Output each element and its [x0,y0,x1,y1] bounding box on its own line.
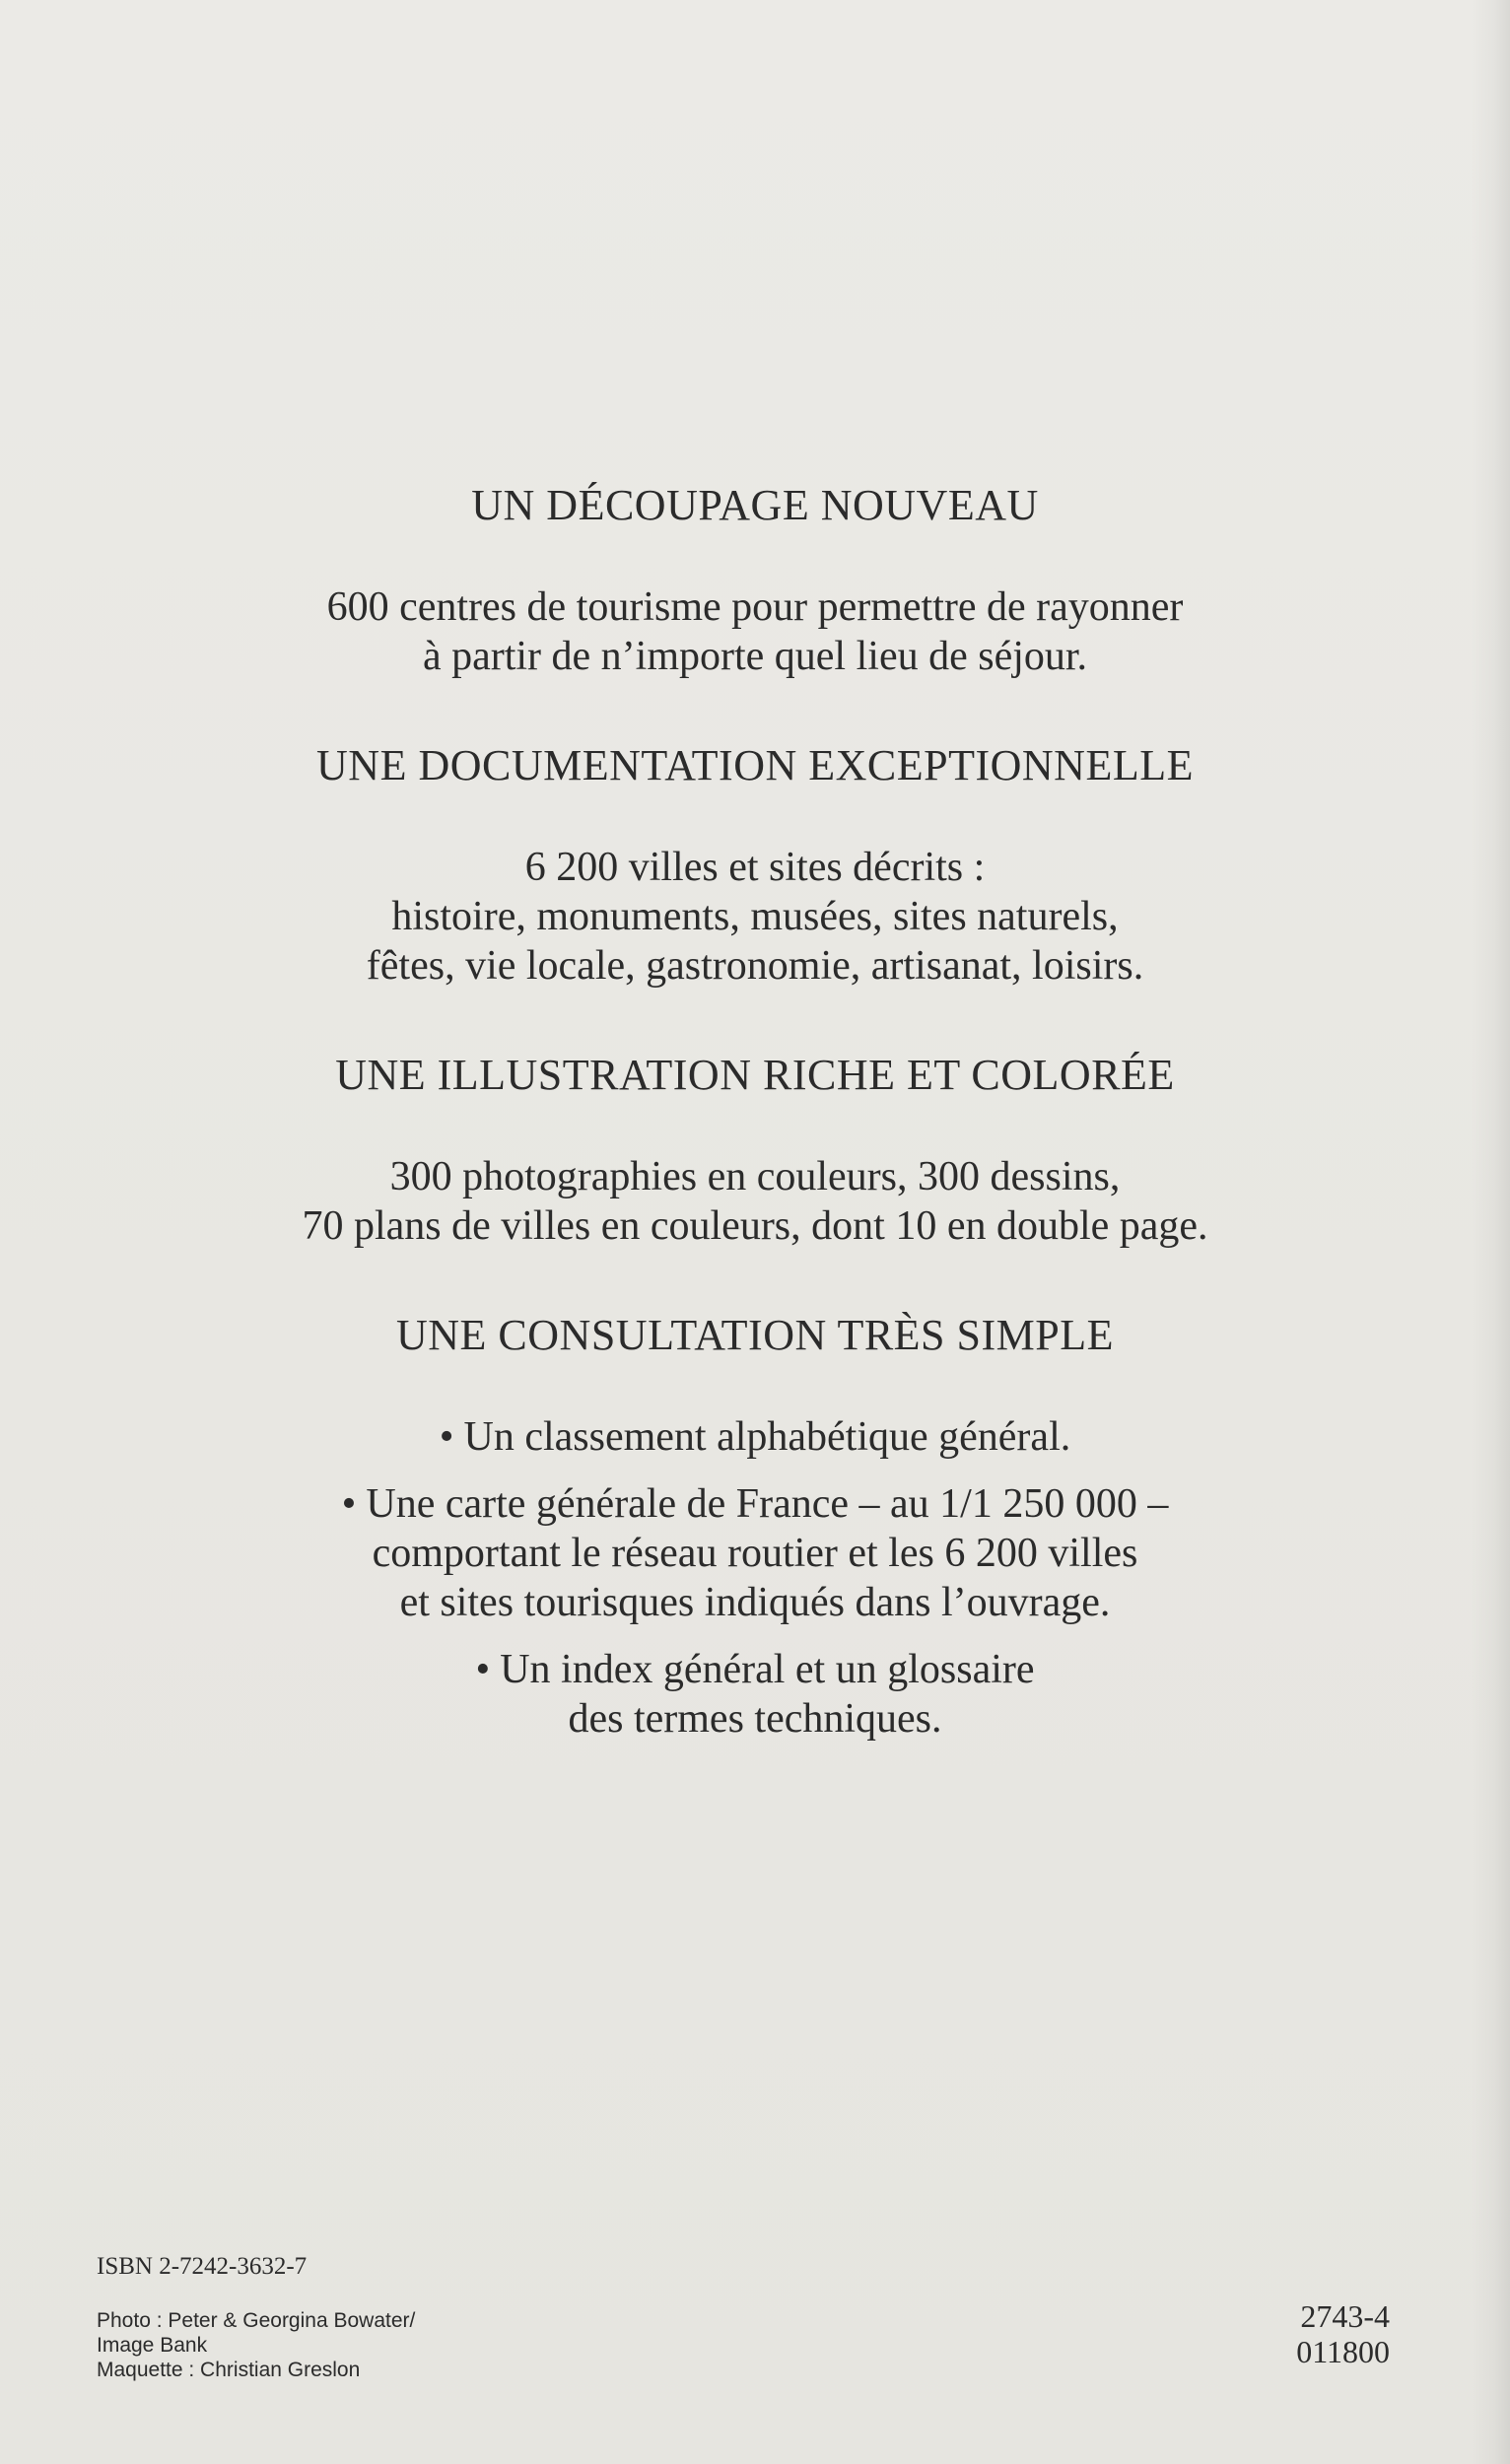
section-heading-decoupage: UN DÉCOUPAGE NOUVEAU [471,481,1039,529]
photo-credits [97,2308,415,2382]
credit-line: Image Bank [97,2334,208,2357]
bullet-item [118,1479,1392,1529]
section-text-line: 6 200 villes et sites décrits : [524,845,986,890]
bullet-text-line: Un index général et un glossaire [500,1647,1035,1692]
section-heading-consultation: UNE CONSULTATION TRÈS SIMPLE [396,1311,1114,1359]
catalog-code-line: 2743-4 [1300,2298,1390,2334]
section-text-line: 600 centres de tourisme pour permettre de rayonner [326,584,1184,630]
bullet-icon: • [475,1647,491,1692]
credit-line: Maquette : Christian Greslon [97,2359,361,2381]
section-heading-illustration: UNE ILLUSTRATION RICHE ET COLORÉE [335,1051,1175,1099]
bullet-text-line: et sites tourisques indiqués dans l’ouvrage. [399,1580,1111,1625]
catalog-codes [1296,2298,1390,2369]
catalog-code-line: 011800 [1296,2334,1390,2369]
section-heading-documentation: UNE DOCUMENTATION EXCEPTIONNELLE [316,741,1194,789]
isbn-number: ISBN 2-7242-3632-7 [97,2253,308,2280]
bullet-icon: • [439,1414,454,1460]
credit-line: Photo : Peter & Georgina Bowater/ [97,2309,416,2332]
bullet-item [118,1412,1392,1462]
section-text-line: 300 photographies en couleurs, 300 dessins, [389,1154,1121,1199]
section-text-line: fêtes, vie locale, gastronomie, artisanat, loisirs. [366,943,1144,989]
bullet-icon: • [341,1481,357,1527]
section-text-line: 70 plans de villes en couleurs, dont 10 en double page. [302,1203,1208,1249]
bullet-text-line: Un classement alphabétique général. [463,1414,1071,1460]
section-text-line: histoire, monuments, musées, sites naturels, [391,894,1119,939]
bullet-text-line: Une carte générale de France – au 1/1 250 000 – [366,1481,1169,1527]
cover-blurb [118,478,1392,1744]
bullet-text-line: comportant le réseau routier et les 6 200 villes [372,1531,1138,1576]
bullet-text-line: des termes techniques. [568,1696,942,1742]
cover-edge-shadow [1471,0,1510,2464]
bullet-item [118,1645,1392,1694]
section-text-line: à partir de n’importe quel lieu de séjour. [422,634,1088,679]
